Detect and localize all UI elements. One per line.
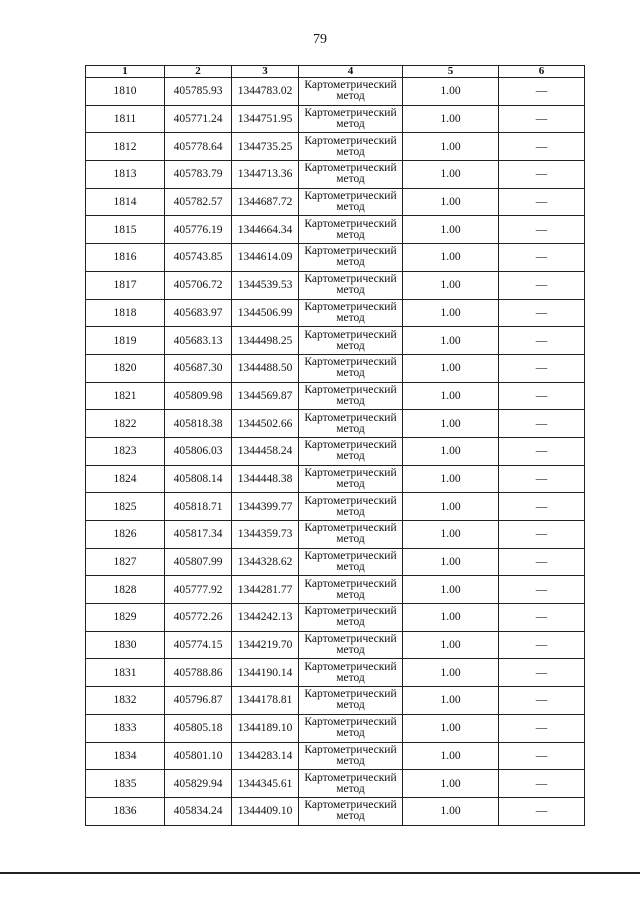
method-line-1: Картометрический [304,799,397,812]
method-line-2: метод [336,588,365,601]
method-line-1: Картометрический [304,688,397,701]
method-cell [299,161,403,189]
accuracy-cell: 1.00 [403,548,499,576]
x-coordinate-cell: 405796.87 [165,687,232,715]
point-number-cell: 1819 [86,327,165,355]
point-number-cell: 1827 [86,548,165,576]
y-coordinate-cell: 1344178.81 [232,687,299,715]
table-row [86,382,585,410]
point-number-cell: 1814 [86,188,165,216]
method-line-2: метод [336,810,365,823]
table-row [86,770,585,798]
accuracy-cell: 1.00 [403,659,499,687]
method-line-1: Картометрический [304,217,397,230]
note-cell: — [499,714,585,742]
x-coordinate-cell: 405743.85 [165,244,232,272]
accuracy-cell: 1.00 [403,271,499,299]
method-line-2: метод [336,561,365,574]
table-row [86,299,585,327]
method-line-2: метод [336,118,365,131]
y-coordinate-cell: 1344409.10 [232,797,299,825]
point-number-cell: 1836 [86,797,165,825]
y-coordinate-cell: 1344328.62 [232,548,299,576]
y-coordinate-cell: 1344219.70 [232,631,299,659]
method-cell [299,78,403,106]
table-row [86,521,585,549]
table-row [86,188,585,216]
note-cell: — [499,299,585,327]
table-row [86,410,585,438]
note-cell: — [499,465,585,493]
y-coordinate-cell: 1344539.53 [232,271,299,299]
method-cell [299,327,403,355]
x-coordinate-cell: 405809.98 [165,382,232,410]
method-cell [299,576,403,604]
table-row [86,576,585,604]
x-coordinate-cell: 405706.72 [165,271,232,299]
x-coordinate-cell: 405771.24 [165,105,232,133]
note-cell: — [499,742,585,770]
y-coordinate-cell: 1344664.34 [232,216,299,244]
method-line-2: метод [336,782,365,795]
point-number-cell: 1831 [86,659,165,687]
accuracy-cell: 1.00 [403,244,499,272]
x-coordinate-cell: 405783.79 [165,161,232,189]
method-cell [299,133,403,161]
method-line-2: метод [336,450,365,463]
note-cell: — [499,133,585,161]
column-header: 3 [232,66,299,78]
method-line-2: метод [336,284,365,297]
table-row [86,216,585,244]
note-cell: — [499,410,585,438]
table-row [86,354,585,382]
x-coordinate-cell: 405801.10 [165,742,232,770]
method-line-1: Картометрический [304,771,397,784]
method-cell [299,742,403,770]
page-number: 79 [313,32,327,47]
x-coordinate-cell: 405829.94 [165,770,232,798]
point-number-cell: 1833 [86,714,165,742]
method-line-2: метод [336,339,365,352]
method-line-2: метод [336,727,365,740]
method-cell [299,493,403,521]
note-cell: — [499,105,585,133]
note-cell: — [499,521,585,549]
method-cell [299,521,403,549]
x-coordinate-cell: 405687.30 [165,354,232,382]
method-line-1: Картометрический [304,245,397,258]
point-number-cell: 1823 [86,437,165,465]
method-cell [299,354,403,382]
note-cell: — [499,631,585,659]
point-number-cell: 1828 [86,576,165,604]
method-cell [299,216,403,244]
table-row [86,548,585,576]
method-line-2: метод [336,311,365,324]
accuracy-cell: 1.00 [403,78,499,106]
method-line-1: Картометрический [304,716,397,729]
y-coordinate-cell: 1344189.10 [232,714,299,742]
note-cell: — [499,382,585,410]
method-line-1: Картометрический [304,577,397,590]
note-cell: — [499,244,585,272]
table-row [86,687,585,715]
method-line-2: метод [336,173,365,186]
table-row [86,271,585,299]
coordinates-table [85,65,585,826]
y-coordinate-cell: 1344281.77 [232,576,299,604]
x-coordinate-cell: 405772.26 [165,604,232,632]
y-coordinate-cell: 1344242.13 [232,604,299,632]
x-coordinate-cell: 405782.57 [165,188,232,216]
y-coordinate-cell: 1344190.14 [232,659,299,687]
method-cell [299,188,403,216]
y-coordinate-cell: 1344687.72 [232,188,299,216]
method-cell [299,631,403,659]
method-cell [299,714,403,742]
accuracy-cell: 1.00 [403,493,499,521]
y-coordinate-cell: 1344506.99 [232,299,299,327]
table-row [86,742,585,770]
point-number-cell: 1834 [86,742,165,770]
method-cell [299,299,403,327]
method-line-1: Картометрический [304,328,397,341]
method-cell [299,437,403,465]
y-coordinate-cell: 1344502.66 [232,410,299,438]
accuracy-cell: 1.00 [403,216,499,244]
column-header: 6 [499,66,585,78]
method-cell [299,687,403,715]
x-coordinate-cell: 405808.14 [165,465,232,493]
method-cell [299,410,403,438]
note-cell: — [499,188,585,216]
accuracy-cell: 1.00 [403,576,499,604]
point-number-cell: 1815 [86,216,165,244]
method-line-2: метод [336,201,365,214]
accuracy-cell: 1.00 [403,437,499,465]
method-line-2: метод [336,90,365,103]
x-coordinate-cell: 405777.92 [165,576,232,604]
y-coordinate-cell: 1344345.61 [232,770,299,798]
accuracy-cell: 1.00 [403,742,499,770]
y-coordinate-cell: 1344569.87 [232,382,299,410]
method-cell [299,770,403,798]
table-row [86,244,585,272]
x-coordinate-cell: 405818.38 [165,410,232,438]
method-line-1: Картометрический [304,494,397,507]
note-cell: — [499,216,585,244]
accuracy-cell: 1.00 [403,714,499,742]
x-coordinate-cell: 405834.24 [165,797,232,825]
method-cell [299,659,403,687]
x-coordinate-cell: 405806.03 [165,437,232,465]
method-line-2: метод [336,145,365,158]
method-line-2: метод [336,256,365,269]
point-number-cell: 1835 [86,770,165,798]
accuracy-cell: 1.00 [403,604,499,632]
accuracy-cell: 1.00 [403,299,499,327]
column-header: 4 [299,66,403,78]
table-row [86,493,585,521]
method-cell [299,244,403,272]
method-line-2: метод [336,644,365,657]
y-coordinate-cell: 1344783.02 [232,78,299,106]
note-cell: — [499,797,585,825]
note-cell: — [499,354,585,382]
method-line-1: Картометрический [304,522,397,535]
x-coordinate-cell: 405817.34 [165,521,232,549]
method-line-2: метод [336,505,365,518]
y-coordinate-cell: 1344735.25 [232,133,299,161]
accuracy-cell: 1.00 [403,797,499,825]
y-coordinate-cell: 1344614.09 [232,244,299,272]
note-cell: — [499,493,585,521]
point-number-cell: 1829 [86,604,165,632]
table-row [86,437,585,465]
point-number-cell: 1832 [86,687,165,715]
point-number-cell: 1825 [86,493,165,521]
column-header: 2 [165,66,232,78]
table-row [86,659,585,687]
method-line-1: Картометрический [304,190,397,203]
point-number-cell: 1830 [86,631,165,659]
column-header: 1 [86,66,165,78]
method-line-2: метод [336,477,365,490]
point-number-cell: 1812 [86,133,165,161]
point-number-cell: 1824 [86,465,165,493]
method-line-1: Картометрический [304,743,397,756]
y-coordinate-cell: 1344713.36 [232,161,299,189]
method-line-2: метод [336,367,365,380]
method-line-1: Картометрический [304,466,397,479]
method-line-1: Картометрический [304,107,397,120]
table-row [86,161,585,189]
y-coordinate-cell: 1344448.38 [232,465,299,493]
method-line-2: метод [336,228,365,241]
note-cell: — [499,327,585,355]
x-coordinate-cell: 405807.99 [165,548,232,576]
method-line-2: метод [336,616,365,629]
bottom-rule [0,872,640,874]
table-row [86,604,585,632]
method-cell [299,604,403,632]
method-line-1: Картометрический [304,300,397,313]
accuracy-cell: 1.00 [403,521,499,549]
point-number-cell: 1816 [86,244,165,272]
accuracy-cell: 1.00 [403,188,499,216]
accuracy-cell: 1.00 [403,465,499,493]
table-row [86,78,585,106]
accuracy-cell: 1.00 [403,133,499,161]
x-coordinate-cell: 405683.97 [165,299,232,327]
y-coordinate-cell: 1344458.24 [232,437,299,465]
method-cell [299,465,403,493]
note-cell: — [499,687,585,715]
table-row [86,714,585,742]
table-row [86,133,585,161]
y-coordinate-cell: 1344498.25 [232,327,299,355]
accuracy-cell: 1.00 [403,687,499,715]
y-coordinate-cell: 1344359.73 [232,521,299,549]
x-coordinate-cell: 405785.93 [165,78,232,106]
note-cell: — [499,271,585,299]
method-line-1: Картометрический [304,439,397,452]
header-row [86,66,585,78]
method-line-2: метод [336,754,365,767]
accuracy-cell: 1.00 [403,327,499,355]
table-row [86,797,585,825]
point-number-cell: 1811 [86,105,165,133]
x-coordinate-cell: 405778.64 [165,133,232,161]
method-cell [299,382,403,410]
x-coordinate-cell: 405818.71 [165,493,232,521]
method-line-2: метод [336,394,365,407]
x-coordinate-cell: 405774.15 [165,631,232,659]
table-row [86,465,585,493]
accuracy-cell: 1.00 [403,161,499,189]
accuracy-cell: 1.00 [403,382,499,410]
y-coordinate-cell: 1344283.14 [232,742,299,770]
point-number-cell: 1813 [86,161,165,189]
method-cell [299,271,403,299]
note-cell: — [499,548,585,576]
method-line-1: Картометрический [304,605,397,618]
note-cell: — [499,78,585,106]
method-line-2: метод [336,422,365,435]
table-row [86,327,585,355]
table-row [86,631,585,659]
point-number-cell: 1821 [86,382,165,410]
method-line-1: Картометрический [304,79,397,92]
note-cell: — [499,659,585,687]
note-cell: — [499,161,585,189]
y-coordinate-cell: 1344399.77 [232,493,299,521]
method-line-1: Картометрический [304,633,397,646]
method-line-1: Картометрический [304,411,397,424]
method-line-1: Картометрический [304,550,397,563]
table-row [86,105,585,133]
y-coordinate-cell: 1344488.50 [232,354,299,382]
point-number-cell: 1817 [86,271,165,299]
point-number-cell: 1810 [86,78,165,106]
x-coordinate-cell: 405805.18 [165,714,232,742]
accuracy-cell: 1.00 [403,410,499,438]
method-line-2: метод [336,671,365,684]
method-line-1: Картометрический [304,356,397,369]
accuracy-cell: 1.00 [403,770,499,798]
note-cell: — [499,604,585,632]
x-coordinate-cell: 405776.19 [165,216,232,244]
x-coordinate-cell: 405683.13 [165,327,232,355]
method-line-1: Картометрический [304,162,397,175]
method-cell [299,105,403,133]
column-header: 5 [403,66,499,78]
x-coordinate-cell: 405788.86 [165,659,232,687]
method-cell [299,548,403,576]
method-line-2: метод [336,533,365,546]
accuracy-cell: 1.00 [403,105,499,133]
note-cell: — [499,576,585,604]
method-cell [299,797,403,825]
method-line-2: метод [336,699,365,712]
method-line-1: Картометрический [304,134,397,147]
point-number-cell: 1826 [86,521,165,549]
method-line-1: Картометрический [304,383,397,396]
point-number-cell: 1822 [86,410,165,438]
point-number-cell: 1818 [86,299,165,327]
note-cell: — [499,437,585,465]
accuracy-cell: 1.00 [403,354,499,382]
accuracy-cell: 1.00 [403,631,499,659]
method-line-1: Картометрический [304,660,397,673]
point-number-cell: 1820 [86,354,165,382]
y-coordinate-cell: 1344751.95 [232,105,299,133]
method-line-1: Картометрический [304,273,397,286]
note-cell: — [499,770,585,798]
